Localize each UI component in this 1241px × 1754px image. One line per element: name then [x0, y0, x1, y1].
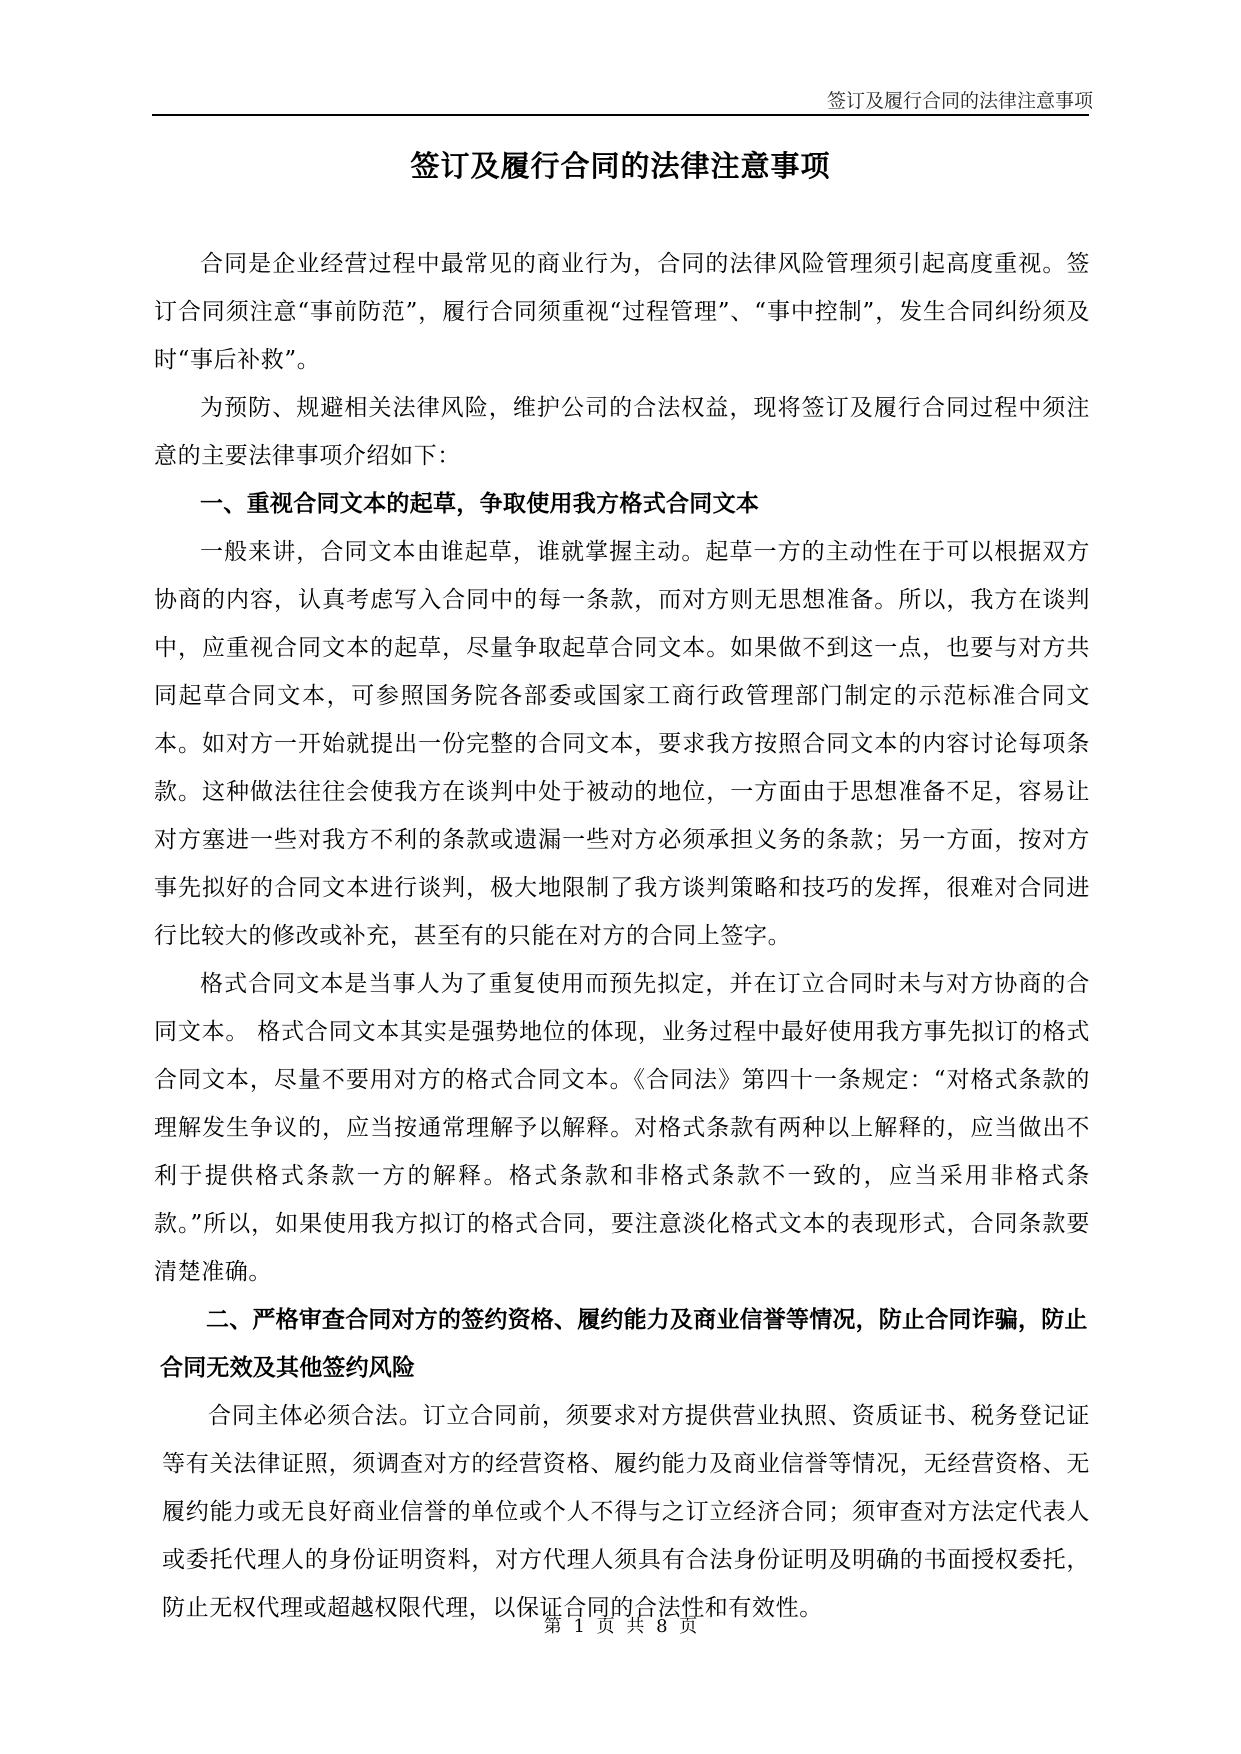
section-2-paragraph-1: 合同主体必须合法。订立合同前，须要求对方提供营业执照、资质证书、税务登记证等有关法律证照，须调查对方的经营资格、履约能力及商业信誉等情况，无经营资格、无履约能力或无良好商业信誉的单位或个人不得与之订立经济合同；须审查对方法定代表人或委托代理人的身份证明资料，对方代理人须具有合法身份证明及明确的书面授权委托，防止无权代理或超越权限代理，以保证合同的合法性和有效性。: [162, 1403, 1090, 1621]
section-1-paragraph-1: 一般来讲，合同文本由谁起草，谁就掌握主动。起草一方的主动性在于可以根据双方协商的内容，认真考虑写入合同中的每一条款，而对方则无思想准备。所以，我方在谈判中，应重视合同文本的起草，尽量争取起草合同文本。如果做不到这一点，也要与对方共同起草合同文本，可参照国务院各部委或国家工商行政管理部门制定的示范标准合同文本。如对方一开始就提出一份完整的合同文本，要求我方按照合同文本的内容讨论每项条款。这种做法往往会使我方在谈判中处于被动的地位，一方面由于思想准备不足，容易让对方塞进一些对我方不利的条款或遗漏一些对方必须承担义务的条款；另一方面，按对方事先拟好的合同文本进行谈判，极大地限制了我方谈判策略和技巧的发挥，很难对合同进行比较大的修改或补充，甚至有的只能在对方的合同上签字。: [154, 539, 1090, 949]
intro-paragraph-1: 合同是企业经营过程中最常见的商业行为，合同的法律风险管理须引起高度重视。签订合同须注意“事前防范”，履行合同须重视“过程管理”、“事中控制”，发生合同纠纷须及时“事后补救”。: [154, 251, 1090, 373]
document-body: [154, 240, 1090, 1632]
section-1-heading: 一、重视合同文本的起草，争取使用我方格式合同文本: [200, 490, 760, 517]
section-1-paragraph-2: 格式合同文本是当事人为了重复使用而预先拟定，并在订立合同时未与对方协商的合同文本。 格式合同文本其实是强势地位的体现，业务过程中最好使用我方事先拟订的格式合同文本，尽量不要用对方的格式合同文本。《合同法》第四十一条规定：“对格式条款的理解发生争议的，应当按通常理解予以解释。对格式条款有两种以上解释的，应当做出不利于提供格式条款一方的解释。格式条款和非格式条款不一致的，应当采用非格式条款。”所以，如果使用我方拟订的格式合同，要注意淡化格式文本的表现形式，合同条款要清楚准确。: [154, 971, 1090, 1285]
page-number: 第 1 页 共 8 页: [543, 1616, 698, 1637]
intro-paragraph-2: 为预防、规避相关法律风险，维护公司的合法权益，现将签订及履行合同过程中须注意的主要法律事项介绍如下：: [154, 395, 1090, 469]
running-header: 签订及履行合同的法律注意事项: [826, 90, 1093, 112]
section-2-heading: 二、严格审查合同对方的签约资格、履约能力及商业信誉等情况，防止合同诈骗，防止合同无效及其他签约风险: [160, 1306, 1088, 1381]
header-divider: [152, 114, 1089, 116]
document-title: 签订及履行合同的法律注意事项: [410, 149, 831, 183]
